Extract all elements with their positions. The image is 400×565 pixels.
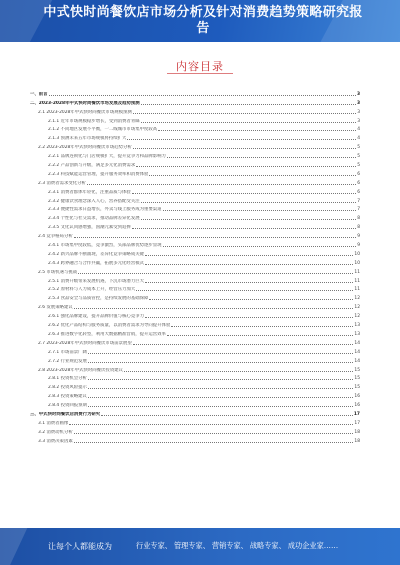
toc-entry[interactable] (30, 292, 360, 301)
toc-entry-page: 18 (354, 429, 360, 435)
toc-entry[interactable] (30, 364, 360, 373)
toc-entry-page: 4 (357, 136, 360, 142)
toc-entry[interactable] (30, 106, 360, 115)
toc-entry-title: 2.6 发展策略建议 (38, 305, 73, 311)
toc-entry-page: 11 (354, 287, 360, 293)
toc-leader-dots (145, 262, 353, 265)
toc-entry[interactable] (30, 435, 360, 444)
toc-entry[interactable] (30, 399, 360, 408)
toc-leader-dots (145, 253, 353, 256)
toc-entry[interactable] (30, 426, 360, 435)
toc-entry-title: 2.2.1 品牌连锁化与门店规模扩大，提升竞争力和品牌影响力 (48, 154, 166, 160)
toc-entry-page: 12 (354, 305, 360, 311)
toc-leader-dots (133, 342, 354, 345)
toc-leader-dots (101, 413, 353, 416)
header-banner (0, 0, 400, 42)
toc-entry[interactable] (30, 204, 360, 213)
toc-entry[interactable] (30, 284, 360, 293)
toc-entry-page: 12 (354, 296, 360, 302)
toc-entry-title: 2.4.3 跨界融合与合作共赢，拓展多元化经营模式 (48, 260, 144, 266)
toc-leader-dots (88, 386, 353, 389)
toc-leader-dots (149, 173, 356, 176)
footer-tags (136, 541, 340, 551)
toc-entry-title: 2.4.1 市场集中度较低，竞争激烈，头部品牌优势逐步显现 (48, 243, 162, 249)
toc-leader-dots (158, 128, 356, 131)
toc-leader-dots (163, 208, 357, 211)
toc-leader-dots (145, 280, 353, 283)
toc-entry[interactable] (30, 310, 360, 319)
toc-leader-dots (74, 306, 354, 309)
toc-entry-title: 2.6.1 强化品牌建设，提升品牌价值与核心竞争力 (48, 314, 144, 320)
toc-leader-dots (136, 164, 356, 167)
toc-entry-page: 15 (354, 385, 360, 391)
toc-leader-dots (132, 226, 356, 229)
toc-entry-title: 2.3.3 便捷性需求日益增长，外卖与线上服务成为重要渠道 (48, 207, 162, 213)
toc-entry[interactable] (30, 186, 360, 195)
toc-entry-page: 5 (357, 154, 360, 160)
toc-entry-title: 2.4.2 新兴品牌不断涌现，差异化竞争策略成关键 (48, 251, 144, 257)
toc-entry-page: 8 (357, 225, 360, 231)
toc-entry-page: 9 (357, 234, 360, 240)
toc-entry[interactable] (30, 337, 360, 346)
toc-entry-page: 8 (357, 216, 360, 222)
toc-entry[interactable] (30, 212, 360, 221)
toc-entry-title: 2.1.1 近年市场规模稳步增长，受到消费者青睐 (48, 118, 140, 124)
toc-entry-title: 2.3.2 健康饮食理念深入人心，营养搭配受关注 (48, 198, 140, 204)
toc-leader-dots (167, 155, 356, 158)
toc-entry-page: 12 (354, 314, 360, 320)
toc-entry-page: 6 (357, 189, 360, 195)
toc-entry-title: 2.7.2 行业规范发展 (48, 358, 87, 364)
toc-entry[interactable] (30, 346, 360, 355)
toc-entry-title: 2.2.3 科技赋能运营管理，提升服务效率和消费体验 (48, 171, 149, 177)
toc-entry[interactable] (30, 168, 360, 177)
toc-entry-page: 11 (354, 269, 360, 275)
toc-entry-title: 2.3.4 个性化与社交需求，推动品牌差异化发展 (48, 216, 140, 222)
toc-entry-page: 7 (357, 207, 360, 213)
toc-entry-title: 2.1.2 不同地区发展不平衡，一二线城市市场集中度较高 (48, 127, 158, 133)
toc-leader-dots (88, 404, 353, 407)
report-title: 中式快时尚餐饮店市场分析及针对消费趋势策略研究报告 (43, 5, 363, 36)
toc-leader-dots (78, 271, 353, 274)
toc-entry-title: 2.7 2023-2028年中式快时尚餐饮市场前景展望 (38, 340, 132, 346)
toc-entry-page: 18 (354, 438, 360, 444)
toc-entry[interactable] (30, 97, 360, 106)
toc-entry-title: 2.2.2 产品创新与升级，满足多元化消费需求 (48, 163, 136, 169)
toc-entry[interactable] (30, 301, 360, 310)
footer-tag: 行业专家、 (136, 541, 172, 550)
toc-entry-page: 16 (354, 403, 360, 409)
toc-entry-title: 2.3.5 文化认同感增强，国潮元素受到追捧 (48, 225, 131, 231)
toc-entry-page: 17 (354, 420, 360, 426)
toc-leader-dots (88, 351, 353, 354)
toc-entry-page: 3 (356, 91, 360, 97)
toc-entry-page: 5 (357, 163, 360, 169)
toc-leader-dots (141, 200, 357, 203)
toc-entry-page: 13 (354, 323, 360, 329)
toc-entry[interactable] (30, 239, 360, 248)
toc-entry[interactable] (30, 141, 360, 150)
footer-tag: 管理专家、 (173, 541, 210, 550)
toc-entry[interactable] (30, 221, 360, 230)
toc-entry[interactable] (30, 88, 360, 97)
toc-leader-dots (133, 146, 356, 149)
toc-entry[interactable] (30, 373, 360, 382)
footer-tag: 营销专家、 (211, 541, 248, 550)
footer-tag: 成功企业家…… (287, 541, 339, 550)
toc-entry[interactable] (30, 115, 360, 124)
toc-entry-page: 4 (357, 127, 360, 133)
toc-entry-title: 2.7.1 市场前景广阔 (48, 349, 87, 355)
toc-entry-title: 2.5.3 食品安全与品质管控，是持续发展的基础保障 (48, 296, 149, 302)
toc-entry-page: 6 (357, 171, 360, 177)
toc-entry-page: 5 (357, 145, 360, 151)
toc-entry-page: 14 (354, 349, 360, 355)
toc-entry[interactable] (30, 177, 360, 186)
toc-leader-dots (167, 333, 353, 336)
toc-leader-dots (132, 191, 356, 194)
toc-entry[interactable] (30, 417, 360, 426)
toc-entry-page: 9 (357, 243, 360, 249)
footer-decoration (0, 528, 30, 565)
toc-leader-dots (124, 369, 353, 372)
toc-entry-title: 2.8.2 投资风险提示 (48, 385, 87, 391)
toc-leader-dots (163, 244, 357, 247)
toc-entry[interactable] (30, 390, 360, 399)
table-of-contents (30, 88, 360, 444)
toc-entry-page: 14 (354, 340, 360, 346)
toc-entry[interactable] (30, 355, 360, 364)
toc-entry-page: 3 (356, 100, 360, 106)
toc-leader-dots (74, 431, 354, 434)
toc-leader-dots (145, 315, 353, 318)
toc-leader-dots (49, 93, 356, 96)
toc-entry-page: 16 (354, 394, 360, 400)
toc-leader-dots (141, 102, 356, 105)
toc-entry-title: 2.5.1 消费升级带来发展机遇，下沉市场潜力巨大 (48, 278, 144, 284)
toc-leader-dots (87, 182, 356, 185)
toc-leader-dots (74, 440, 354, 443)
toc-leader-dots (69, 422, 353, 425)
toc-entry[interactable] (30, 124, 360, 133)
toc-entry[interactable] (30, 266, 360, 275)
toc-leader-dots (141, 120, 357, 123)
toc-entry-page: 14 (354, 358, 360, 364)
toc-entry-page: 7 (357, 198, 360, 204)
toc-leader-dots (141, 217, 357, 220)
toc-entry-page: 15 (354, 367, 360, 373)
toc-entry-page: 17 (353, 411, 360, 417)
toc-entry-title: 2.8.1 投资机会分析 (48, 376, 87, 382)
toc-entry[interactable] (30, 230, 360, 239)
toc-heading: 内容目录 (176, 60, 224, 73)
toc-entry-title: 二、2023-2028年中式快时尚餐饮市场发展及趋势预测 (30, 100, 140, 106)
toc-entry[interactable] (30, 195, 360, 204)
toc-entry[interactable] (30, 248, 360, 257)
toc-heading-underline (167, 73, 233, 74)
toc-entry-title: 2.5 市场机遇与挑战 (38, 269, 78, 275)
toc-entry[interactable] (30, 159, 360, 168)
toc-entry[interactable] (30, 328, 360, 337)
toc-entry[interactable] (30, 150, 360, 159)
toc-entry-title: 3.1 消费者画像 (38, 420, 69, 426)
toc-entry-title: 3.3 消费决策因素 (38, 438, 73, 444)
toc-entry-title: 2.1 2023-2028年中式快时尚餐饮市场规模预测 (38, 109, 132, 115)
toc-entry-title: 2.5.2 原材料与人力成本上升，经营压力加大 (48, 287, 136, 293)
toc-entry-title: 2.8 2023-2028年中式快时尚餐饮投资建议 (38, 367, 123, 373)
toc-entry-page: 15 (354, 376, 360, 382)
toc-entry[interactable] (30, 132, 360, 141)
toc-entry-title: 3.2 消费动机分析 (38, 429, 73, 435)
toc-entry[interactable] (30, 319, 360, 328)
toc-entry-title: 2.2 2023-2028年中式快时尚餐饮市场趋势分析 (38, 145, 132, 151)
toc-leader-dots (171, 324, 353, 327)
toc-entry-page: 3 (357, 118, 360, 124)
toc-entry-title: 2.3.1 消费者群体年轻化，注重品质与体验 (48, 189, 131, 195)
footer-slogan: 让每个人都能成为 (48, 542, 112, 551)
footer-tag: 战略专家、 (249, 541, 286, 550)
toc-entry[interactable] (30, 275, 360, 284)
toc-entry-page: 10 (354, 251, 360, 257)
toc-entry-title: 2.8.3 投资策略建议 (48, 394, 87, 400)
toc-leader-dots (88, 377, 353, 380)
toc-entry[interactable] (30, 257, 360, 266)
toc-entry-page: 3 (357, 109, 360, 115)
toc-entry-title: 2.6.3 推进数字化转型，利用大数据精准营销，提升运营效率 (48, 331, 166, 337)
toc-leader-dots (149, 297, 353, 300)
toc-leader-dots (74, 235, 356, 238)
toc-entry-page: 13 (354, 331, 360, 337)
toc-entry-title: 2.3 消费者需求变化分析 (38, 180, 86, 186)
toc-leader-dots (127, 137, 356, 140)
toc-entry-page: 6 (357, 180, 360, 186)
toc-entry-title: 2.6.2 优化产品结构与服务质量，以消费者需求为导向提升体验 (48, 323, 171, 329)
toc-entry[interactable] (30, 408, 360, 417)
toc-entry-page: 11 (354, 278, 360, 284)
toc-entry-page: 10 (354, 260, 360, 266)
toc-entry-title: 一、前言 (30, 91, 48, 97)
toc-leader-dots (133, 111, 356, 114)
toc-entry-title: 2.1.3 预测未来五年市场规模将持续扩大 (48, 136, 127, 142)
toc-leader-dots (88, 360, 353, 363)
toc-entry-title: 2.4 竞争格局分析 (38, 234, 73, 240)
toc-entry-title: 三、中式快时尚餐饮店消费行为研究 (30, 411, 101, 417)
toc-leader-dots (136, 288, 353, 291)
footer-banner (0, 528, 400, 565)
toc-entry-title: 2.8.4 投资回报预期 (48, 403, 87, 409)
toc-entry[interactable] (30, 381, 360, 390)
toc-leader-dots (88, 395, 353, 398)
